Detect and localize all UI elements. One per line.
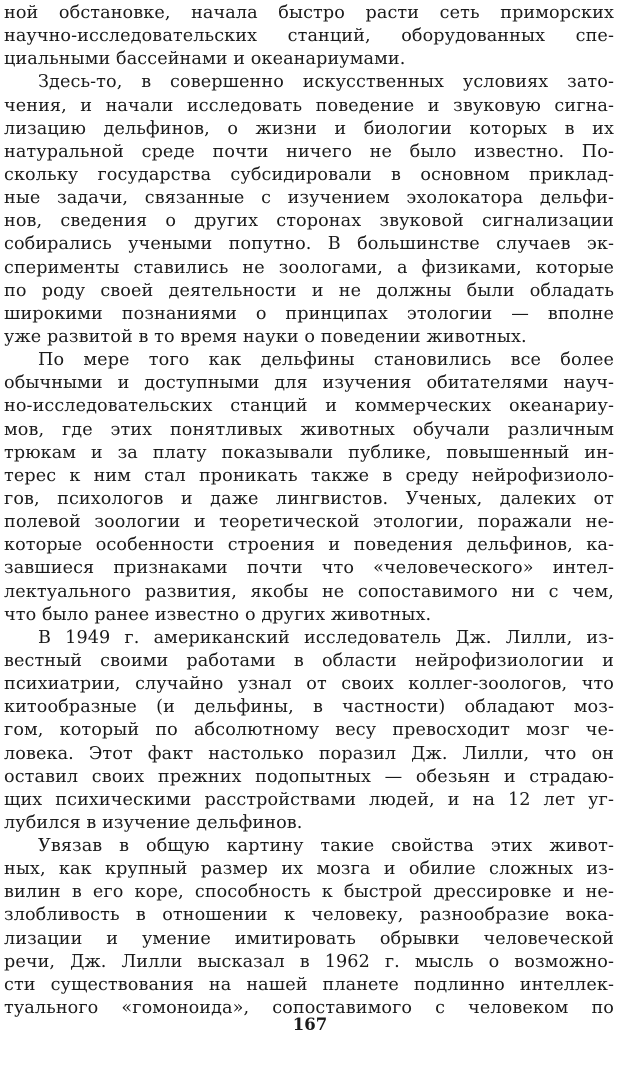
- text-line: которые особенности строения и поведения дельфинов, ка-: [4, 535, 614, 556]
- text-line: ловека. Этот факт настолько поразил Дж. Лилли, что он: [4, 743, 614, 764]
- text-line: широкими познаниями о принципах этологии — вполне: [4, 303, 614, 324]
- text-line: терес к ним стал проникать также в среду нейрофизиоло-: [4, 465, 614, 486]
- text-line: гов, психологов и даже лингвистов. Ученых, далеких от: [4, 488, 614, 509]
- text-line: оставил своих прежних подопытных — обезьян и страдаю-: [4, 766, 614, 787]
- text-line: ных, как крупный размер их мозга и обилие сложных из-: [4, 859, 614, 880]
- text-line: собирались учеными попутно. В большинстве случаев эк-: [4, 234, 614, 255]
- text-line: вестный своими работами в области нейрофизиологии и: [4, 650, 614, 671]
- text-line: В 1949 г. американский исследователь Дж. Лилли, из-: [38, 627, 614, 648]
- text-line: гом, который по абсолютному весу превосходит мозг че-: [4, 720, 614, 741]
- text-line: Увязав в общую картину такие свойства этих живот-: [38, 836, 614, 857]
- text-line: что было ранее известно о других животных.: [4, 604, 432, 625]
- text-line: сти существования на нашей планете подлинно интеллек-: [4, 974, 614, 995]
- text-line: ные задачи, связанные с изучением эхолокатора дельфи-: [4, 188, 614, 209]
- text-line: завшиеся признаками почти что «человеческого» интел-: [4, 558, 614, 579]
- text-line: ной обстановке, начала быстро расти сеть приморских: [4, 3, 614, 23]
- text-line: трюкам и за плату показывали публике, повышенный ин-: [4, 442, 614, 463]
- text-line: полевой зоологии и теоретической этологии, поражали не-: [4, 512, 614, 533]
- text-line: научно-исследовательских станций, оборудованных спе-: [4, 26, 614, 47]
- text-line: нов, сведения о других сторонах звуковой сигнализации: [4, 211, 614, 232]
- text-line: психиатрии, случайно узнал от своих коллег-зоологов, что: [4, 674, 614, 695]
- text-line: лизации и умение имитировать обрывки человеческой: [4, 928, 614, 949]
- text-line: щих психическими расстройствами людей, и на 12 лет уг-: [4, 789, 614, 810]
- page-number: 167: [292, 1015, 328, 1034]
- text-line: но-исследовательских станций и коммерческих океанариу-: [4, 396, 614, 417]
- text-line: речи, Дж. Лилли высказал в 1962 г. мысль о возможно-: [4, 951, 614, 972]
- text-line: чения, и начали исследовать поведение и звуковую сигна-: [4, 95, 614, 116]
- text-line: по роду своей деятельности и не должны были обладать: [4, 280, 614, 301]
- text-line: уже развитой в то время науки о поведении животных.: [4, 326, 527, 347]
- text-line: циальными бассейнами и океанариумами.: [4, 49, 406, 70]
- text-line: Здесь-то, в совершенно искусственных условиях зато-: [38, 72, 614, 93]
- text-line: мов, где этих понятливых животных обучали различным: [4, 419, 614, 440]
- text-line: сперименты ставились не зоологами, а физиками, которые: [4, 257, 614, 278]
- text-line: натуральной среде почти ничего не было известно. По-: [4, 141, 614, 162]
- text-line: лизацию дельфинов, о жизни и биологии которых в их: [4, 118, 614, 139]
- text-line: лектуального развития, якобы не сопоставимого ни с чем,: [4, 581, 614, 602]
- text-line: лубился в изучение дельфинов.: [4, 812, 303, 833]
- text-line: злобливость в отношении к человеку, разнообразие вока-: [4, 905, 614, 926]
- text-line: обычными и доступными для изучения обитателями науч-: [4, 373, 614, 394]
- text-line: скольку государства субсидировали в основном приклад-: [4, 164, 614, 185]
- text-line: По мере того как дельфины становились все более: [38, 350, 614, 371]
- text-line: китообразные (и дельфины, в частности) обладают моз-: [4, 697, 614, 718]
- body-text: [4, 2, 614, 1020]
- text-line: вилин в его коре, способность к быстрой дрессировке и не-: [4, 882, 614, 903]
- text-line: туального «гомоноида», сопоставимого с человеком по: [4, 998, 614, 1019]
